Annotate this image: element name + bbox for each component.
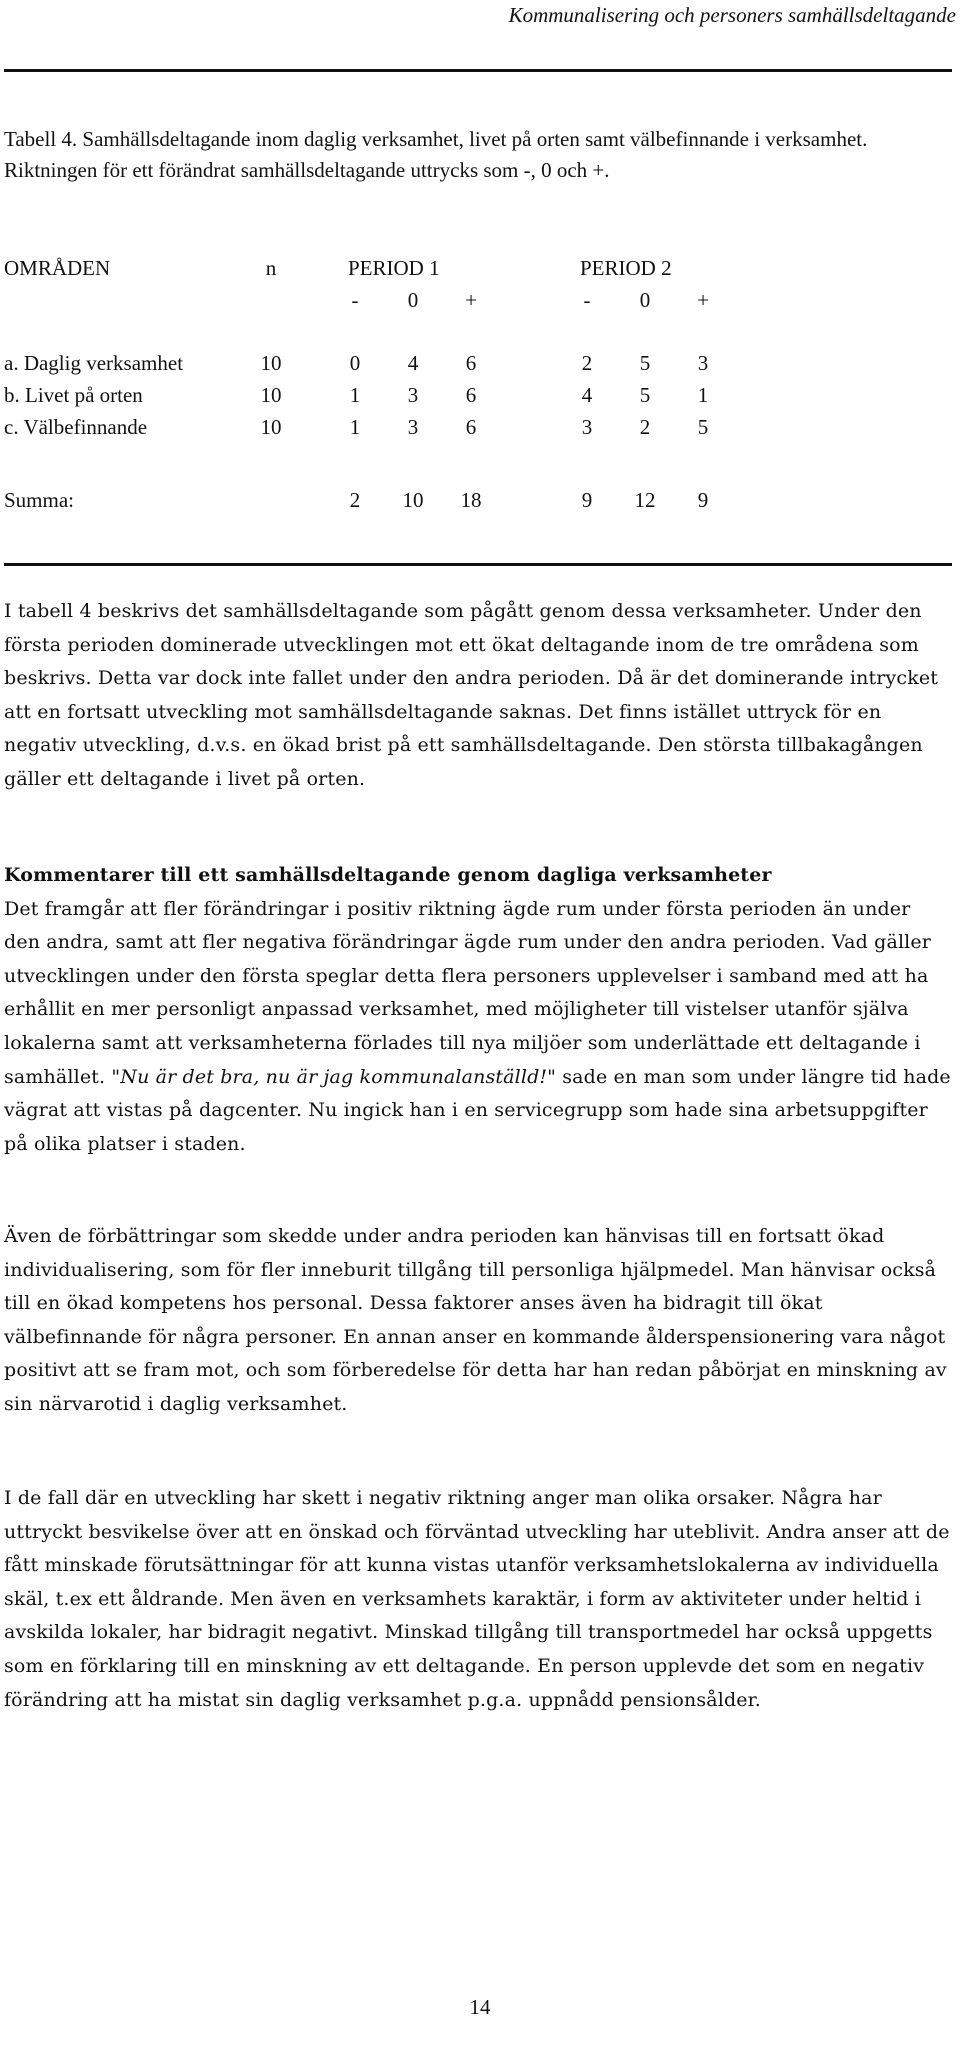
quote-text: "Nu är det bra, nu är jag kommunalanställd!" — [111, 1065, 557, 1088]
table-header-row — [4, 256, 952, 288]
cell-p1-zero: 3 — [407, 383, 419, 407]
paragraph-negative: I de fall där en utveckling har skett i negativ riktning anger man olika orsaker. Några har uttryckt besvikelse över att en önskad och förväntad utveckling har uteblivit. Andra anser att de fått minskade förutsättningar för att kunna vistas utanför verksamhetslokalerna av individuella skäl, t.ex ett åldrande. Men även en verksamhets karaktär, i form av aktiviteter under heltid i avskilda lokaler, har bidragit negativt. Minskad tillgång till transportmedel har också uppgetts som en förklaring till en minskning av ett deltagande. En person upplevde det som en negativ förändring att ha mistat sin daglig verksamhet p.g.a. uppnådd pensionsålder. — [4, 1487, 950, 1711]
cell-p2-minus: 2 — [581, 351, 593, 375]
cell-p2-zero: 2 — [639, 415, 651, 439]
table-row — [4, 351, 952, 383]
paragraph-text: Det framgår att fler förändringar i positiv riktning ägde rum under första perioden än under den andra, samt att fler negativa förändringar ägde rum under den andra perioden. Vad gäller utvecklingen under den första speglar detta flera personers upplevelser i samband med att ha erhållit en mer personligt anpassad verksamhet, med möjligheter till vistelser utanför själva lokalerna samt att verksamheterna förlades till nya miljöer som underlättade ett deltagande i samhället. — [4, 897, 932, 1088]
page-number: 14 — [469, 1995, 491, 2019]
col-header-areas: OMRÅDEN — [4, 256, 111, 280]
cell-p1-minus: 1 — [349, 383, 361, 407]
cell-p1-zero: 4 — [407, 351, 419, 375]
sum-p1-zero: 10 — [402, 488, 424, 512]
sum-label: Summa: — [4, 488, 75, 512]
cell-p1-minus: 0 — [349, 351, 361, 375]
cell-p2-zero: 5 — [639, 351, 651, 375]
header-rule — [4, 69, 952, 72]
row-label: b. Livet på orten — [4, 383, 143, 407]
sub-header-zero: 0 — [407, 288, 419, 312]
table-row — [4, 383, 952, 415]
table-rule — [4, 563, 952, 566]
running-header: Kommunalisering och personers samhällsdeltagande — [508, 3, 956, 27]
cell-p1-plus: 6 — [465, 415, 477, 439]
sum-p2-minus: 9 — [581, 488, 593, 512]
cell-n: 10 — [260, 415, 282, 439]
table-sum-row — [4, 488, 952, 520]
cell-p2-minus: 3 — [581, 415, 593, 439]
sub-header-minus: - — [351, 288, 359, 312]
paragraph-table-summary: I tabell 4 beskrivs det samhällsdeltagande som pågått genom dessa verksamheter. Under den första perioden dominerade utvecklingen mot ett ökat deltagande inom de tre områdena som beskrivs. Detta var dock inte fallet under den andra perioden. Då är det dominerande intrycket att en fortsatt utveckling mot samhällsdeltagande saknas. Det finns istället uttryck för en negativ utveckling, d.v.s. en ökad brist på ett samhällsdeltagande. Den största tillbakagången gäller ett deltagande i livet på orten. — [4, 600, 939, 790]
sum-p2-zero: 12 — [634, 488, 656, 512]
paragraph-improvements: Även de förbättringar som skedde under andra perioden kan hänvisas till en fortsatt ökad individualisering, som för fler inneburit tillgång till personliga hjälpmedel. Man hänvisar också till en ökad kompetens hos personal. Dessa faktorer anses även ha bidragit till ökat välbefinnande för några personer. En annan anser en kommande ålderspensionering vara något positivt att se fram mot, och som förberedelse för detta har han redan påbörjat en minskning av sin närvarotid i daglig verksamhet. — [4, 1225, 947, 1415]
sum-p2-plus: 9 — [697, 488, 709, 512]
col-header-n: n — [265, 256, 277, 280]
cell-n: 10 — [260, 351, 282, 375]
sub-header-plus: + — [465, 288, 477, 312]
col-header-period-1: PERIOD 1 — [348, 256, 440, 280]
sub-header-zero: 0 — [639, 288, 651, 312]
cell-p2-zero: 5 — [639, 383, 651, 407]
table-subheader-row — [4, 288, 952, 320]
sum-p1-minus: 2 — [349, 488, 361, 512]
sub-header-minus: - — [583, 288, 591, 312]
cell-p1-minus: 1 — [349, 415, 361, 439]
paragraph-text: sade en man som under längre tid hade vägrat att vistas på dagcenter. Nu ingick han i en servicegrupp som hade sina arbetsuppgifter på olika platser i staden. — [4, 1065, 951, 1155]
cell-p2-minus: 4 — [581, 383, 593, 407]
cell-p2-plus: 3 — [697, 351, 709, 375]
section-heading: Kommentarer till ett samhällsdeltagande genom dagliga verksamheter — [4, 864, 772, 886]
cell-p1-zero: 3 — [407, 415, 419, 439]
section-comments — [4, 859, 952, 1161]
row-label: a. Daglig verksamhet — [4, 351, 184, 375]
sub-header-plus: + — [697, 288, 709, 312]
cell-n: 10 — [260, 383, 282, 407]
cell-p1-plus: 6 — [465, 351, 477, 375]
cell-p2-plus: 5 — [697, 415, 709, 439]
table-caption: Tabell 4. Samhällsdeltagande inom daglig verksamhet, livet på orten samt välbefinnande i verksamhet. Riktningen för ett förändrat samhällsdeltagande uttrycks som -, 0 och +. — [4, 127, 868, 182]
paragraph-comments — [4, 893, 952, 1162]
cell-p1-plus: 6 — [465, 383, 477, 407]
col-header-period-2: PERIOD 2 — [580, 256, 672, 280]
row-label: c. Välbefinnande — [4, 415, 148, 439]
sum-p1-plus: 18 — [460, 488, 482, 512]
cell-p2-plus: 1 — [697, 383, 709, 407]
table-row — [4, 415, 952, 447]
